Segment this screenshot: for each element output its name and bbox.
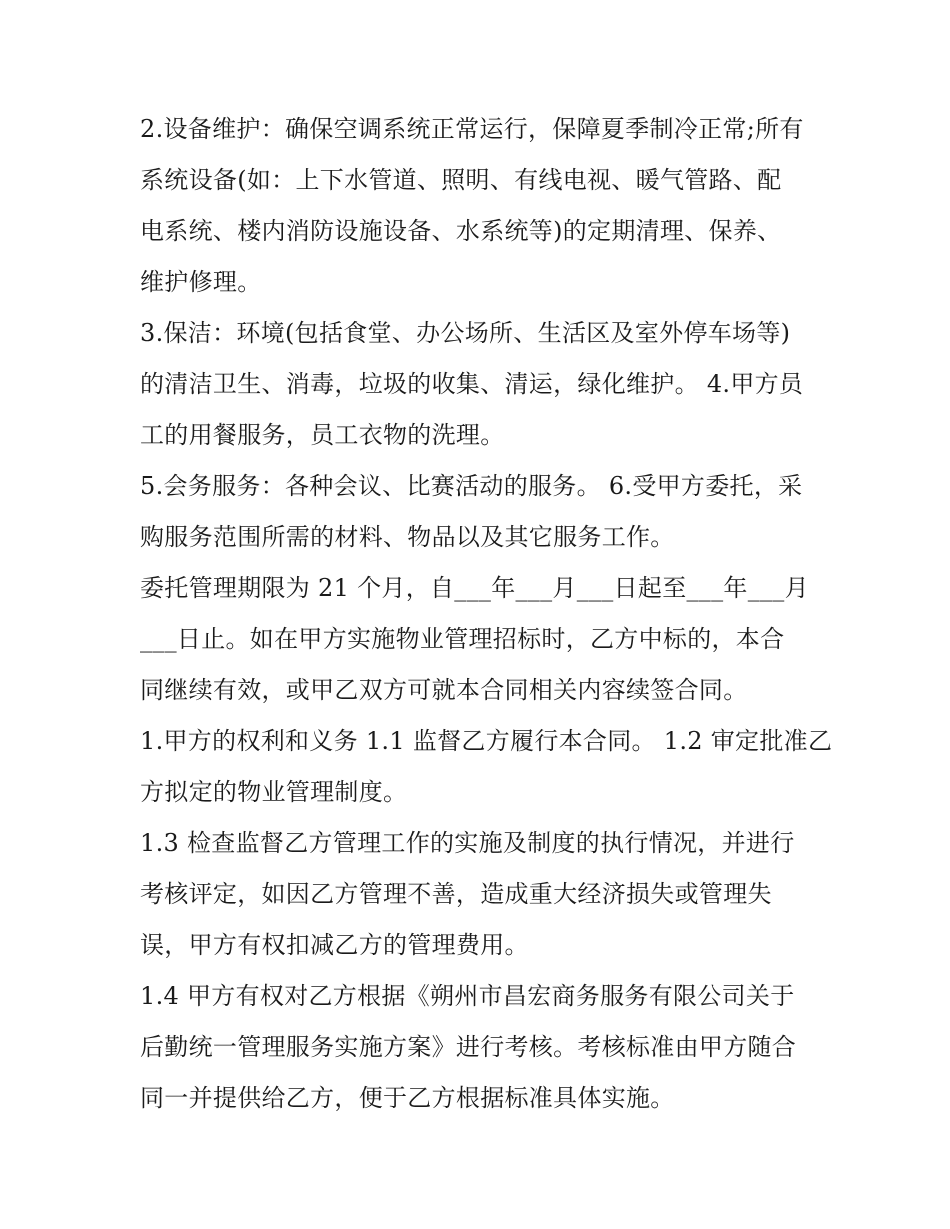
paragraph-term [140,563,820,716]
text-line: 后勤统一管理服务实施方案》进行考核。考核标准由甲方随合 [140,1033,797,1061]
paragraph-meeting-services [140,461,820,563]
text-line: 2.设备维护：确保空调系统正常运行，保障夏季制冷正常;所有 [140,115,804,143]
document-body [140,104,833,1124]
paragraph-assessment [140,971,820,1124]
text-line: 1.3 检查监督乙方管理工作的实施及制度的执行情况，并进行 [140,829,795,857]
paragraph-inspection [140,818,820,971]
text-line: 同继续有效，或甲乙双方可就本合同相关内容续签合同。 [140,676,748,704]
text-line: 误，甲方有权扣减乙方的管理费用。 [140,931,529,959]
text-line: 1.甲方的权利和义务 1.1 监督乙方履行本合同。 1.2 审定批准乙 [140,727,833,755]
text-line: 委托管理期限为 21 个月，自___年___月___日起至___年___月 [140,574,809,602]
text-line: 3.保洁：环境(包括食堂、办公场所、生活区及室外停车场等) [140,319,791,347]
text-line: 方拟定的物业管理制度。 [140,778,408,806]
paragraph-party-a-rights [140,716,833,818]
text-line: 系统设备(如：上下水管道、照明、有线电视、暖气管路、配 [140,166,782,194]
text-line: 1.4 甲方有权对乙方根据《朔州市昌宏商务服务有限公司关于 [140,982,795,1010]
text-line: 的清洁卫生、消毒，垃圾的收集、清运，绿化维护。 4.甲方员 [140,370,804,398]
text-line: 5.会务服务：各种会议、比赛活动的服务。 6.受甲方委托，采 [140,472,803,500]
text-line: 购服务范围所需的材料、物品以及其它服务工作。 [140,523,675,551]
text-line: 维护修理。 [140,268,262,296]
text-line: 工的用餐服务，员工衣物的洗理。 [140,421,505,449]
paragraph-equipment-maintenance [140,104,820,308]
paragraph-cleaning [140,308,820,461]
text-line: 电系统、楼内消防设施设备、水系统等)的定期清理、保养、 [140,217,782,245]
text-line: 考核评定，如因乙方管理不善，造成重大经济损失或管理失 [140,880,772,908]
text-line: ___日止。如在甲方实施物业管理招标时，乙方中标的，本合 [140,625,785,653]
text-line: 同一并提供给乙方，便于乙方根据标准具体实施。 [140,1084,675,1112]
